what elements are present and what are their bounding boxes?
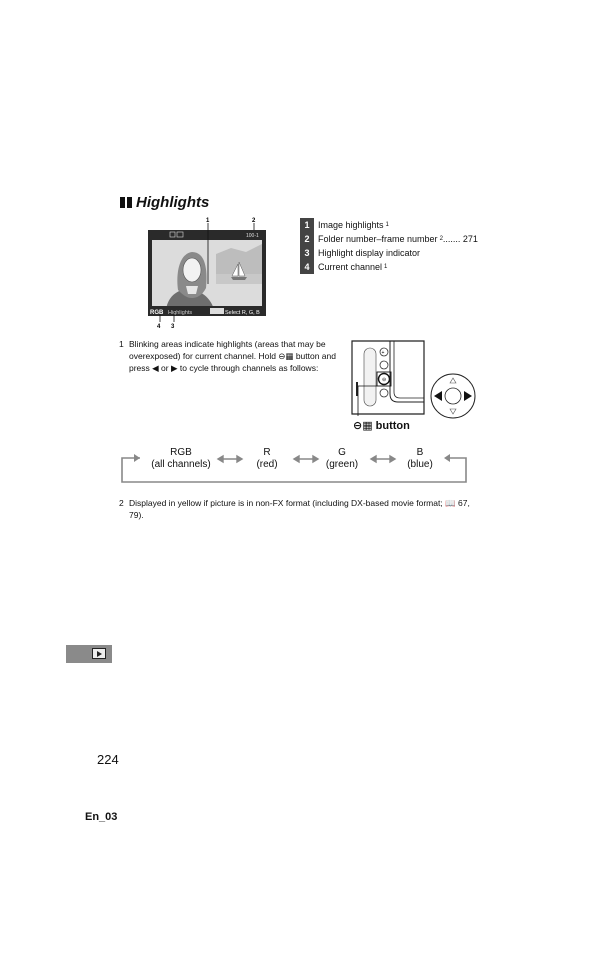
playback-screen-figure <box>146 214 286 334</box>
footnote-number: 1 <box>119 339 124 349</box>
playback-icon <box>92 648 106 659</box>
channel-rgb <box>136 447 226 471</box>
channel-name: RGB <box>170 447 192 458</box>
legend-footnote-ref: 2 <box>439 236 443 242</box>
frame-counter: 100-1 <box>246 233 259 239</box>
camera-back-figure <box>350 338 480 422</box>
heading-marker-icon <box>120 197 132 208</box>
button-caption: ⊖▦ button <box>353 420 410 432</box>
highlights-indicator: Highlights <box>168 310 193 316</box>
footnote-text: Blinking areas indicate highlights (areas that may be overexposed) for current channel. Hold ⊖▦ button and press ◀ or ▶ to cycle through channels as follows: <box>129 339 336 373</box>
legend-label: Current channel <box>318 262 383 272</box>
legend-label: Image highlights <box>318 220 384 230</box>
print-code: En_03 <box>85 811 118 823</box>
callout-4: 4 <box>157 324 161 330</box>
qual-button-icon <box>210 308 224 314</box>
heading-title: Highlights <box>136 194 210 211</box>
channel-desc: (blue) <box>407 459 433 470</box>
channel-name: B <box>416 447 424 458</box>
legend-item <box>300 260 500 274</box>
legend-number: 1 <box>300 218 314 232</box>
playback-section-tab <box>66 645 112 663</box>
channel-g <box>297 447 387 471</box>
legend-number: 4 <box>300 260 314 274</box>
legend-item <box>300 246 500 260</box>
callout-legend <box>300 218 500 274</box>
select-channel-hint: Select R, G, B <box>225 310 260 316</box>
footnote-number: 2 <box>119 498 124 508</box>
legend-label: Folder number–frame number <box>318 234 438 244</box>
footnote-2 <box>119 497 479 521</box>
channel-name: R <box>263 447 271 458</box>
channel-name: G <box>338 447 346 458</box>
footnote-1 <box>119 338 344 374</box>
callout-2: 2 <box>252 218 256 224</box>
legend-page-ref: ....... 271 <box>442 234 478 244</box>
svg-text:⊖: ⊖ <box>382 377 387 383</box>
channel-desc: (all channels) <box>151 459 211 470</box>
callout-1: 1 <box>206 218 210 224</box>
legend-item <box>300 218 500 232</box>
legend-label: Highlight display indicator <box>318 248 421 258</box>
legend-number: 2 <box>300 232 314 246</box>
footnote-text: Displayed in yellow if picture is in non-FX format (including DX-based movie format; 📖 67, 79). <box>129 498 470 520</box>
channel-desc: (green) <box>325 459 359 470</box>
legend-number: 3 <box>300 246 314 260</box>
callout-3: 3 <box>171 324 175 330</box>
page-number: 224 <box>97 752 119 767</box>
legend-footnote-ref: 1 <box>385 222 389 228</box>
channel-desc: (red) <box>256 459 278 470</box>
legend-item <box>300 232 500 246</box>
svg-text:+: + <box>381 350 385 356</box>
legend-footnote-ref: 1 <box>384 264 388 270</box>
section-heading <box>120 194 209 211</box>
channel-b <box>375 447 465 471</box>
channel-indicator: RGB <box>150 310 164 316</box>
